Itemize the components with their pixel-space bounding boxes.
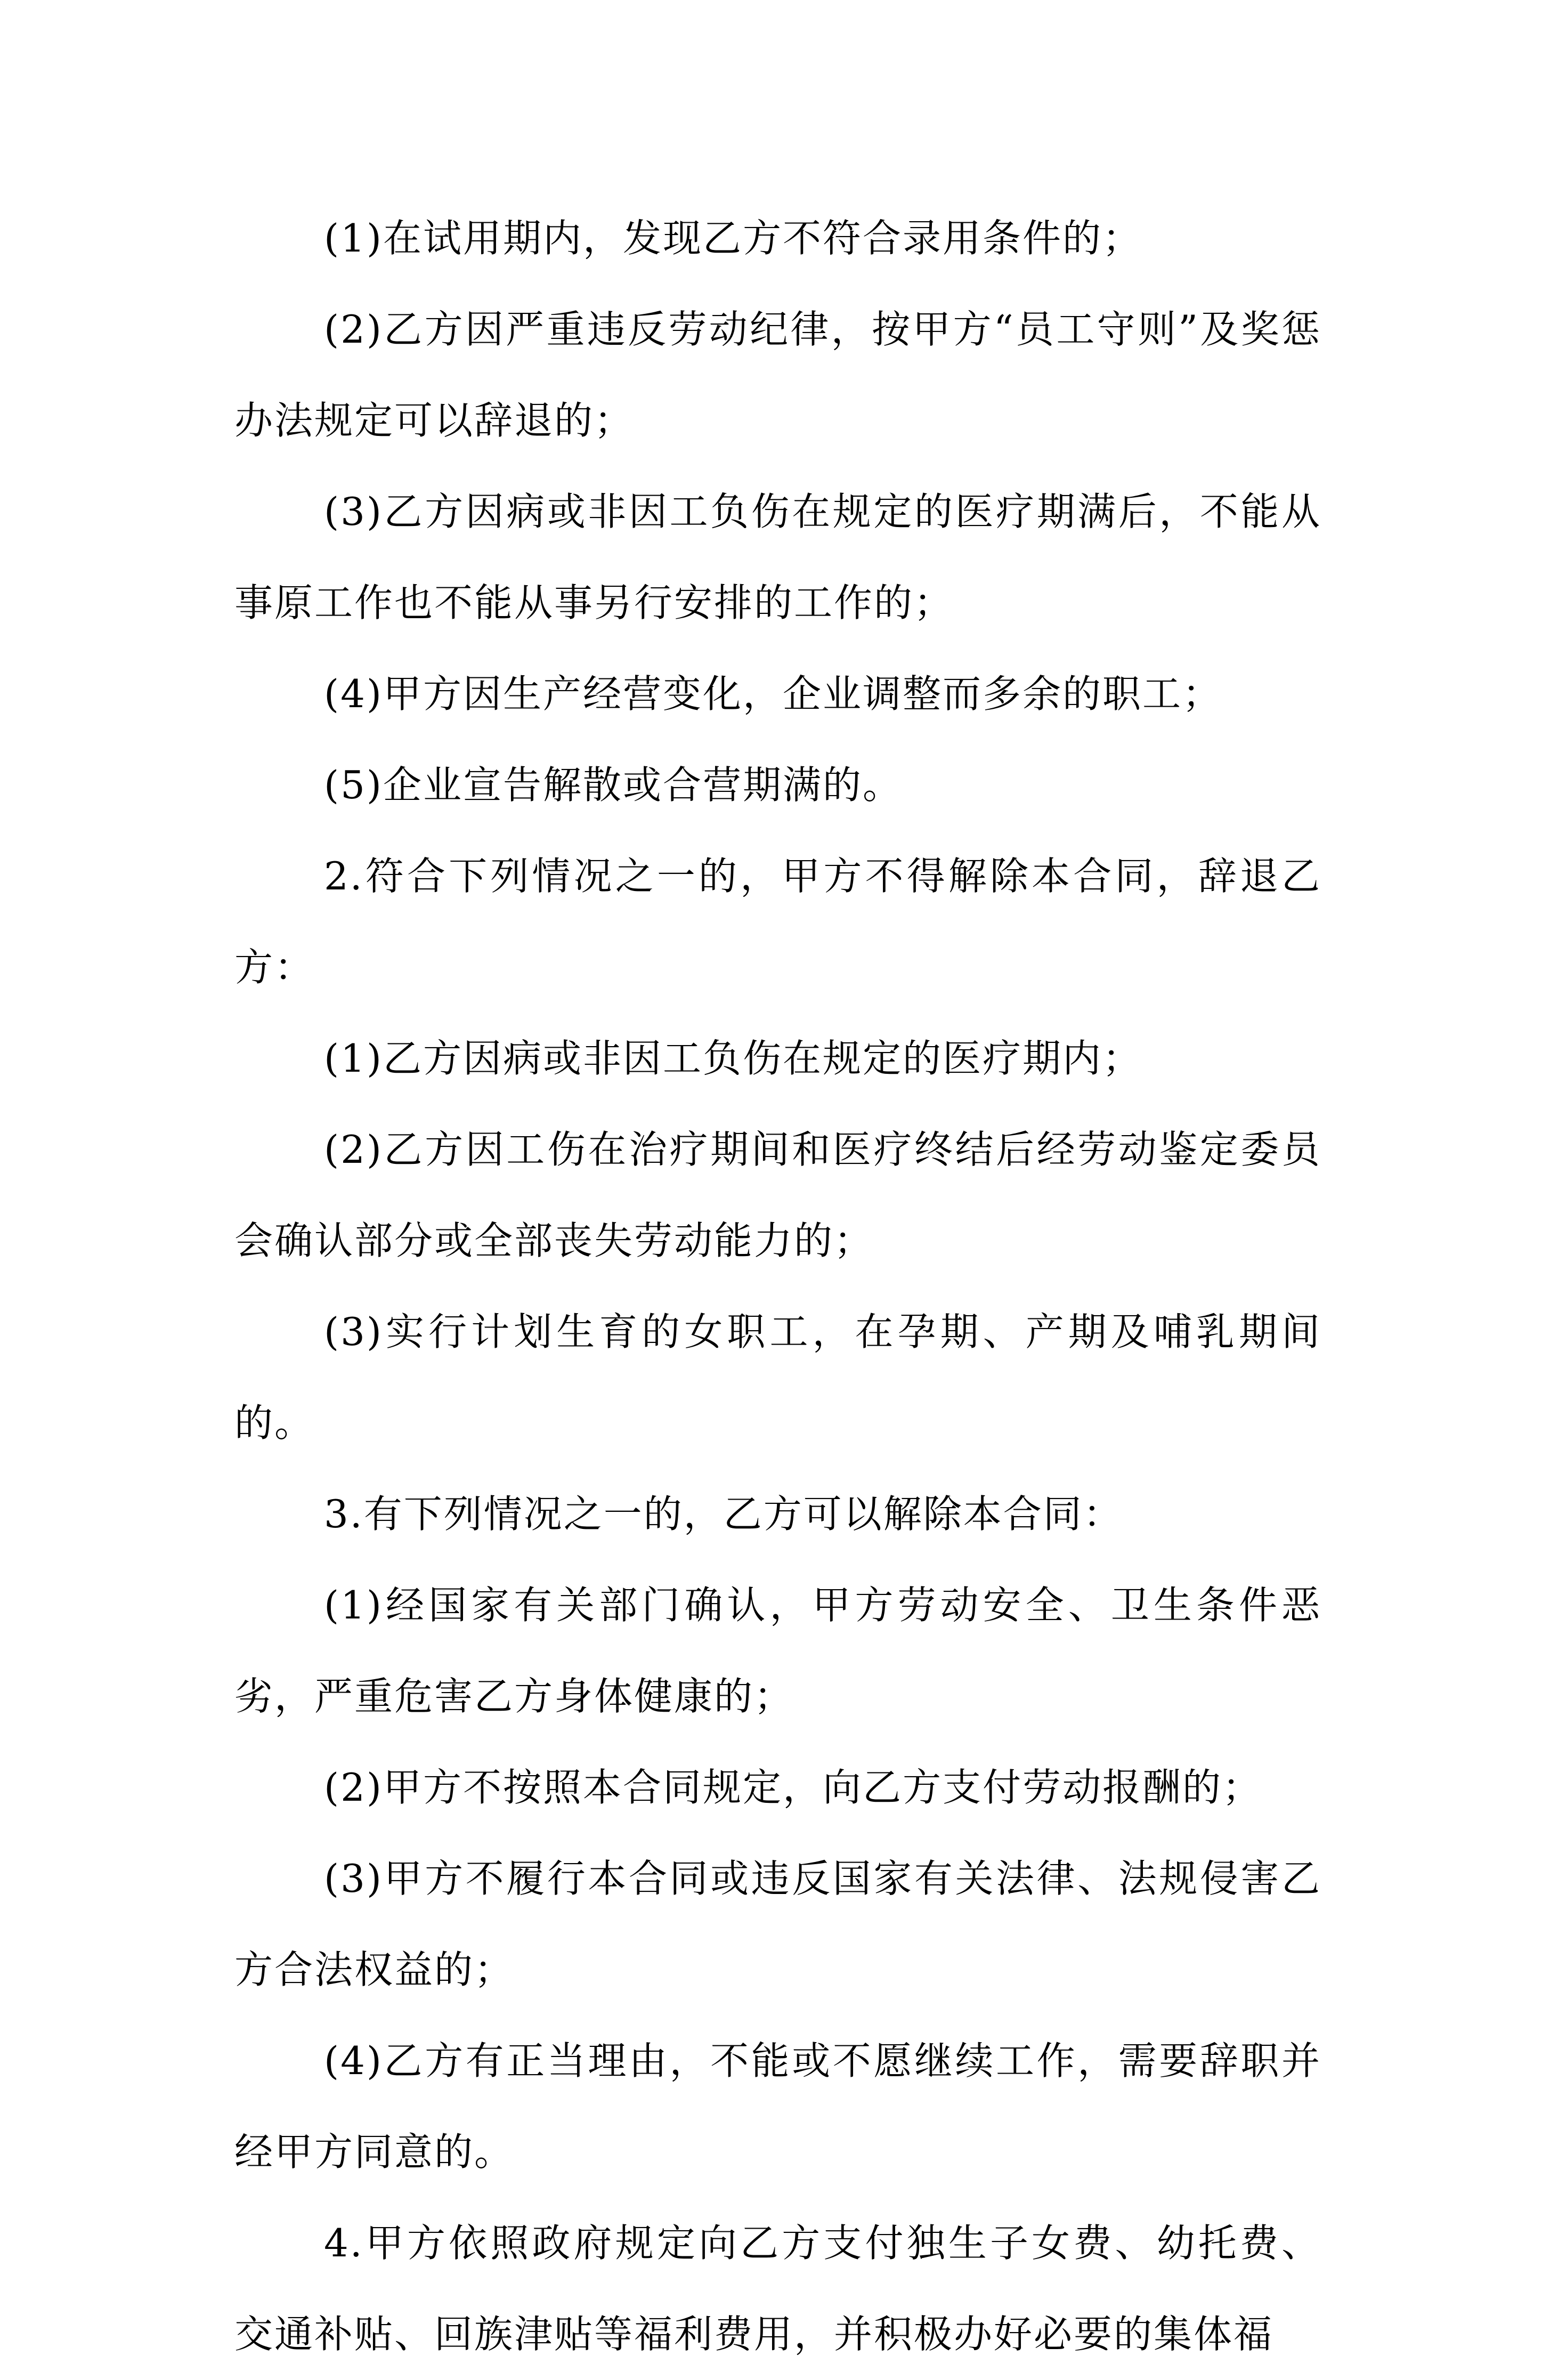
paragraph-work-injury: (2)乙方因工伤在治疗期间和医疗终结后经劳动鉴定委员会确认部分或全部丧失劳动能力的； [234, 1127, 1321, 1263]
paragraph-dissolution: (5)企业宣告解散或合营期满的。 [324, 763, 903, 807]
document-body [234, 193, 1321, 2380]
paragraph-unpaid-wages: (2)甲方不按照本合同规定，向乙方支付劳动报酬的； [324, 1765, 1262, 1810]
paragraph-maternity: (3)实行计划生育的女职工，在孕期、产期及哺乳期间的。 [234, 1309, 1321, 1445]
paragraph-unsafe-conditions: (1)经国家有关部门确认，甲方劳动安全、卫生条件恶劣，严重危害乙方身体健康的； [234, 1583, 1321, 1719]
paragraph-probation-dismissal: (1)在试用期内，发现乙方不符合录用条件的； [324, 216, 1142, 261]
paragraph-resignation: (4)乙方有正当理由，不能或不愿继续工作，需要辞职并经甲方同意的。 [234, 2038, 1321, 2174]
paragraph-section-3-heading: 3.有下列情况之一的，乙方可以解除本合同： [324, 1492, 1123, 1536]
paragraph-discipline-violation: (2)乙方因严重违反劳动纪律，按甲方“员工守则”及奖惩办法规定可以辞退的； [234, 307, 1321, 443]
paragraph-rights-violation: (3)甲方不履行本合同或违反国家有关法律、法规侵害乙方合法权益的； [234, 1856, 1321, 1992]
paragraph-section-4-benefits: 4.甲方依照政府规定向乙方支付独生子女费、幼托费、交通补贴、回族津贴等福利费用，并积极办好必要的集体福 [234, 2221, 1321, 2357]
paragraph-redundancy: (4)甲方因生产经营变化，企业调整而多余的职工； [324, 671, 1222, 716]
paragraph-medical-period-expired: (3)乙方因病或非因工负伤在规定的医疗期满后，不能从事原工作也不能从事另行安排的工作的； [234, 489, 1321, 625]
paragraph-section-2-heading: 2.符合下列情况之一的，甲方不得解除本合同，辞退乙方： [234, 854, 1321, 990]
paragraph-medical-period: (1)乙方因病或非因工负伤在规定的医疗期内； [324, 1036, 1142, 1081]
